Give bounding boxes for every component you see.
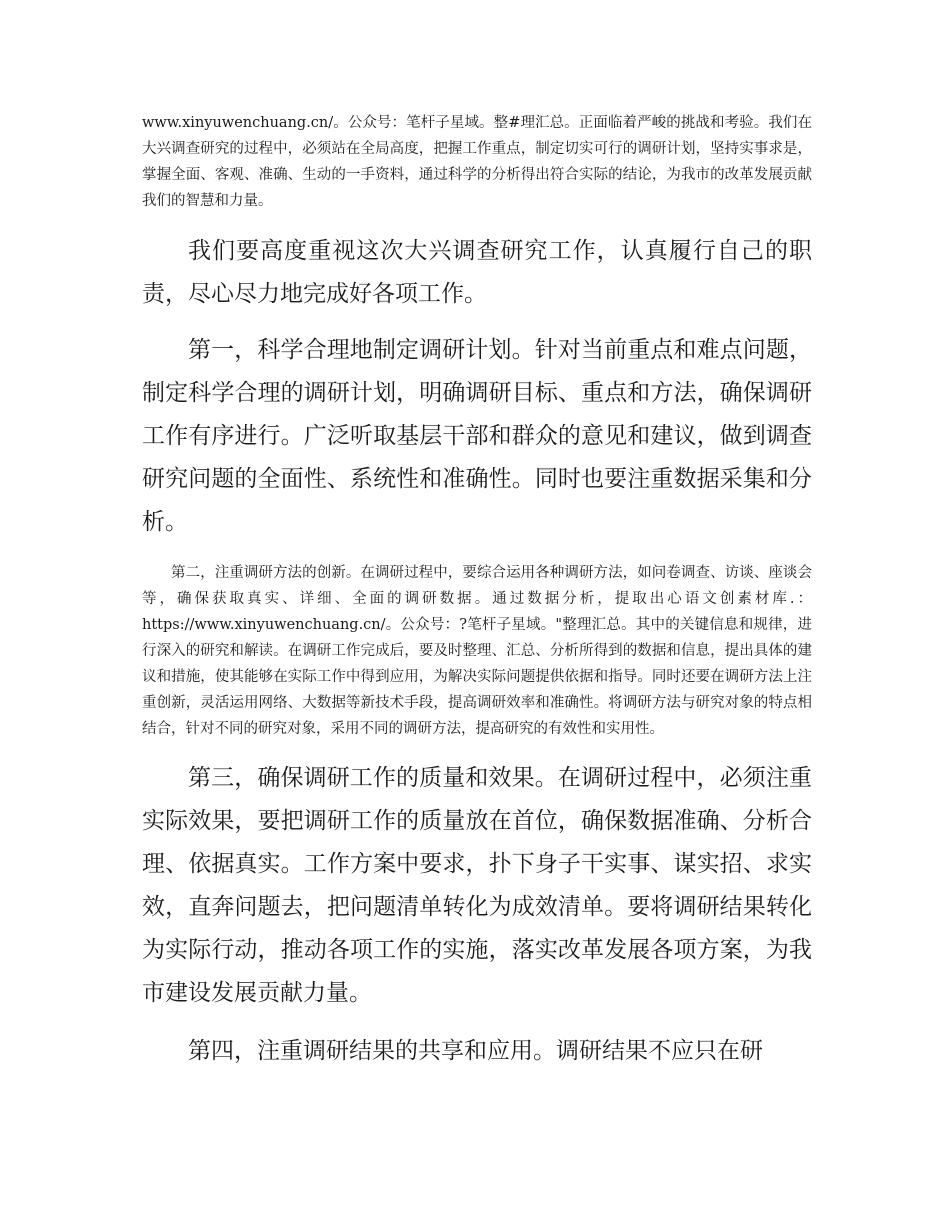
paragraph-point-one: 第一，科学合理地制定调研计划。针对当前重点和难点问题，制定科学合理的调研计划，明确调研目标、重点和方法，确保调研工作有序进行。广泛听取基层干部和群众的意见和建议，做到调查研究问题的全面性、系统性和准确性。同时也要注重数据采集和分析。 <box>142 337 812 535</box>
paragraph-emphasis: 我们要高度重视这次大兴调查研究工作，认真履行自己的职责，尽心尽力地完成好各项工作。 <box>142 238 812 307</box>
paragraph-point-two: 第二，注重调研方法的创新。在调研过程中，要综合运用各种调研方法，如问卷调查、访谈、座谈会等，确保获取真实、详细、全面的调研数据。通过数据分析，提取出心语文创素材库.：https://www.xinyuwenchuang.cn/。公众号：?笔杆子星域。"整理汇总。其中的关键信息和规律，进行深入的研究和解读。在调研工作完成后，要及时整理、汇总、分析所得到的数据和信息，提出具体的建议和措施，使其能够在实际工作中得到应用，为解决实际问题提供依据和指导。同时还要在调研方法上注重创新，灵活运用网络、大数据等新技术手段，提高调研效率和准确性。将调研方法与研究对象的特点相结合，针对不同的研究对象，采用不同的调研方法，提高研究的有效性和实用性。 <box>142 565 812 737</box>
paragraph-intro: www.xinyuwenchuang.cn/。公众号：笔杆子星域。整#理汇总。正面临着严峻的挑战和考验。我们在大兴调查研究的过程中，必须站在全局高度，把握工作重点，制定切实可行的调研计划，坚持实事求是，掌握全面、客观、准确、生动的一手资料，通过科学的分析得出符合实际的结论，为我市的改革发展贡献我们的智慧和力量。 <box>142 115 812 209</box>
paragraph-point-three: 第三，确保调研工作的质量和效果。在调研过程中，必须注重实际效果，要把调研工作的质量放在首位，确保数据准确、分析合理、依据真实。工作方案中要求，扑下身子干实事、谋实招、求实效，直奔问题去，把问题清单转化为成效清单。要将调研结果转化为实际行动，推动各项工作的实施，落实改革发展各项方案，为我市建设发展贡献力量。 <box>142 765 812 1006</box>
paragraph-point-four: 第四，注重调研结果的共享和应用。调研结果不应只在研 <box>188 1038 763 1064</box>
document-page <box>142 110 812 1073</box>
